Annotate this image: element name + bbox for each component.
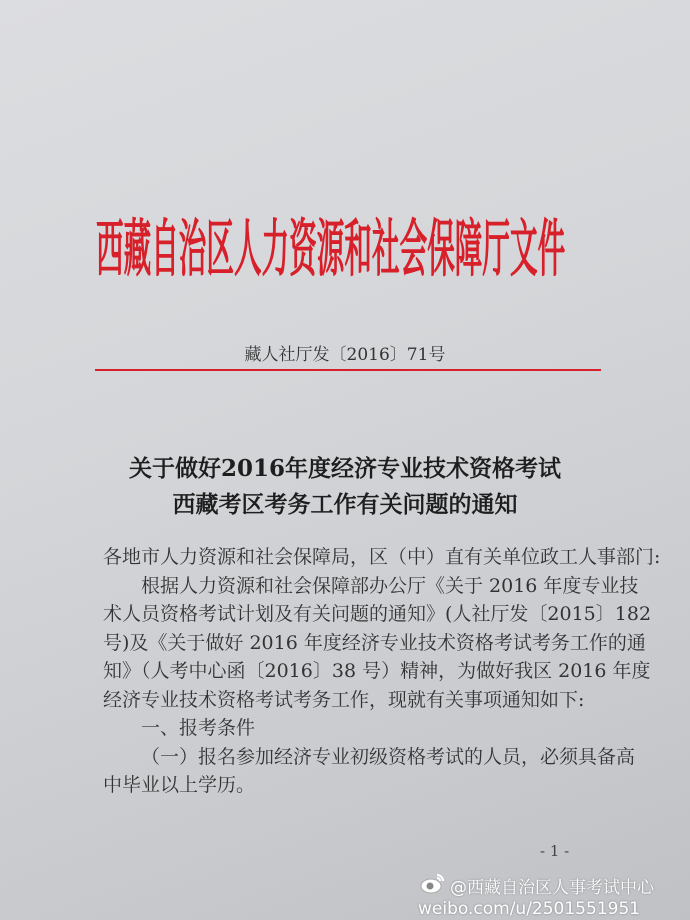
page-number: - 1 -	[540, 842, 570, 860]
notice-title-line1: 关于做好2016年度经济专业技术资格考试	[128, 455, 561, 482]
red-divider	[95, 369, 601, 371]
body-line: 号)及《关于做好 2016 年度经济专业技术资格考试考务工作的通	[103, 631, 646, 654]
watermark-url: weibo.com/u/2501551951	[418, 899, 641, 919]
body-line: 中毕业以上学历。	[103, 774, 256, 796]
notice-title-line2: 西藏考区考务工作有关问题的通知	[172, 491, 518, 518]
body-line: 经济专业技术资格考试考务工作，现就有关事项通知如下:	[103, 688, 585, 711]
watermark-account: @西藏自治区人事考试中心	[450, 878, 654, 898]
body-line: 术人员资格考试计划及有关问题的通知》(人社厅发〔2015〕182	[103, 603, 652, 625]
weibo-icon	[420, 872, 446, 899]
document-masthead-title: 西藏自治区人力资源和社会保障厅文件	[96, 213, 566, 286]
body-line: 知》（人考中心函〔2016〕38 号）精神，为做好我区 2016 年度	[103, 660, 651, 682]
document-body	[103, 543, 661, 800]
body-line: 根据人力资源和社会保障部办公厅《关于 2016 年度专业技	[141, 574, 639, 597]
section-heading: 一、报考条件	[141, 717, 256, 739]
weibo-watermark	[420, 872, 654, 919]
document-number: 藏人社厅发〔2016〕71号	[244, 345, 446, 365]
body-line: （一）报名参加经济专业初级资格考试的人员，必须具备高	[141, 745, 636, 768]
body-line: 各地市人力资源和社会保障局，区（中）直有关单位政工人事部门:	[103, 546, 661, 568]
